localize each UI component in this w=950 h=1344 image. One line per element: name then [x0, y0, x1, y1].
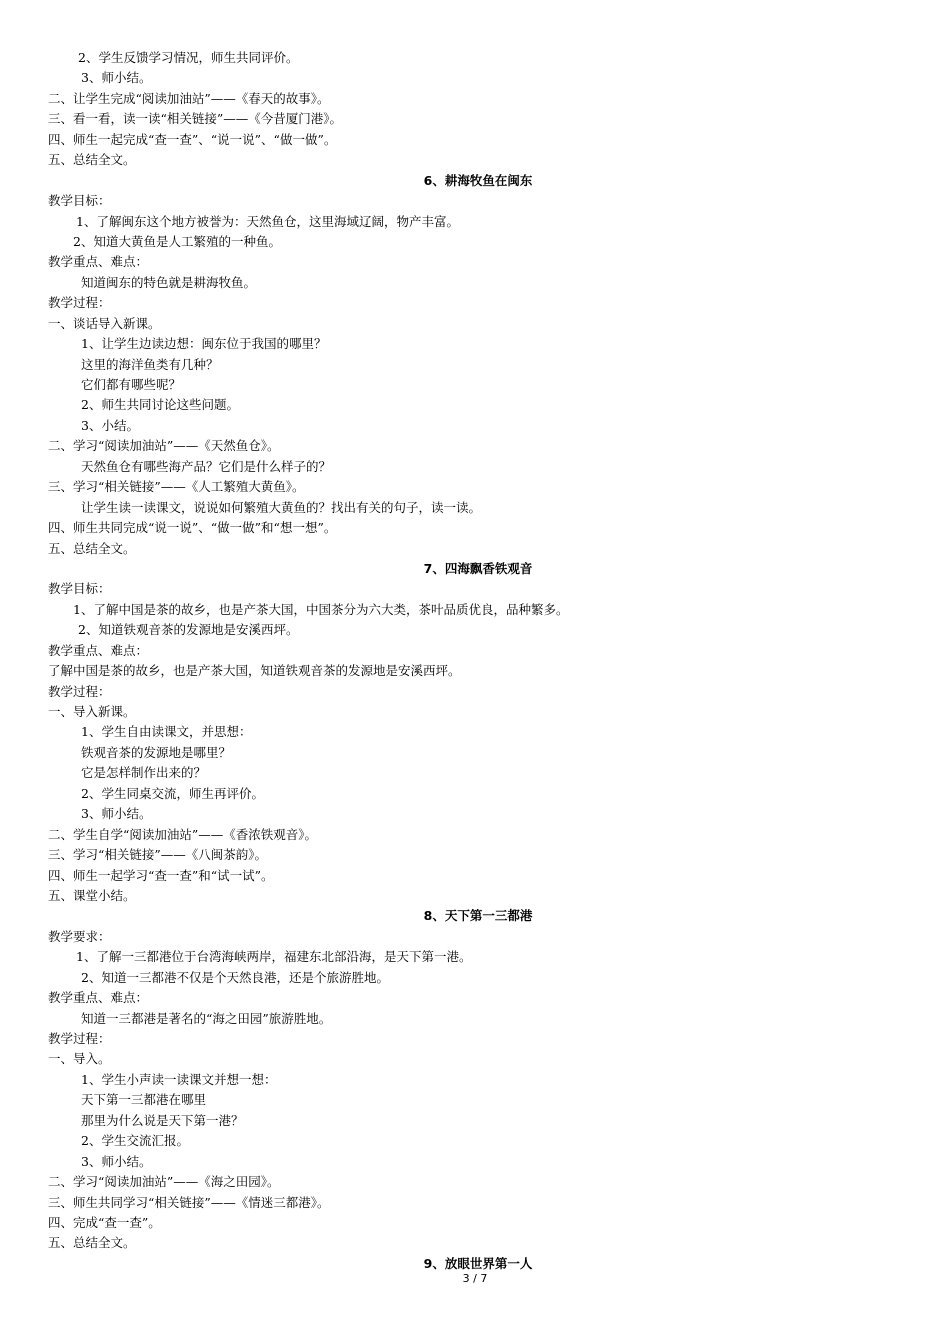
text-line: 一、导入。	[48, 1051, 111, 1067]
text-line: 这里的海洋鱼类有几种？	[81, 356, 219, 372]
text-line: 二、学生自学“阅读加油站”——《香浓铁观音》。	[48, 826, 318, 842]
document-body	[48, 48, 908, 1274]
text-line: 教学过程：	[48, 295, 111, 311]
text-line: 三、看一看，读一读“相关链接”——《今昔厦门港》。	[48, 111, 343, 127]
text-line: 1、了解中国是茶的故乡，也是产茶大国，中国茶分为六大类，茶叶品质优良，品种繁多。	[73, 601, 569, 617]
text-line: 教学重点、难点：	[48, 254, 149, 270]
section-title: 6、耕海牧鱼在闽东	[423, 172, 533, 188]
text-line: 四、师生共同完成“说一说”、“做一做”和“想一想”。	[48, 520, 337, 536]
text-line: 二、学习“阅读加油站”——《海之田园》。	[48, 1174, 280, 1190]
text-line: 五、总结全文。	[48, 1235, 136, 1251]
text-line: 四、师生一起学习“查一查”和“试一试”。	[48, 867, 274, 883]
text-line: 2、知道一三都港不仅是个天然良港，还是个旅游胜地。	[81, 969, 389, 985]
text-line: 一、导入新课。	[48, 704, 136, 719]
text-line: 教学要求：	[48, 928, 111, 944]
text-line: 三、学习“相关链接”——《人工繁殖大黄鱼》。	[48, 479, 305, 495]
page-number: 3 / 7	[462, 1272, 488, 1285]
text-line: 那里为什么说是天下第一港？	[81, 1112, 244, 1128]
text-line: 1、了解一三都港位于台湾海峡两岸，福建东北部沿海，是天下第一港。	[76, 949, 472, 965]
text-line: 教学过程：	[48, 1031, 111, 1046]
text-line: 教学过程：	[48, 683, 111, 699]
section-title: 8、天下第一三都港	[423, 908, 533, 924]
text-line: 1、学生小声读一读课文并想一想：	[81, 1071, 277, 1087]
text-line: 3、师小结。	[81, 1153, 152, 1169]
text-line: 3、师小结。	[81, 70, 152, 86]
text-line: 三、学习“相关链接”——《八闽茶韵》。	[48, 847, 268, 863]
text-line: 1、让学生边读边想：闽东位于我国的哪里？	[81, 336, 327, 352]
text-line: 2、师生共同讨论这些问题。	[81, 397, 239, 413]
text-line: 天下第一三都港在哪里	[81, 1092, 207, 1108]
text-line: 知道一三都港是著名的“海之田园”旅游胜地。	[81, 1010, 332, 1026]
text-line: 教学重点、难点：	[48, 990, 149, 1006]
text-line: 知道闽东的特色就是耕海牧鱼。	[81, 274, 257, 290]
text-line: 了解中国是茶的故乡，也是产茶大国，知道铁观音茶的发源地是安溪西坪。	[48, 663, 461, 679]
text-line: 教学目标：	[48, 193, 111, 209]
text-line: 2、学生反馈学习情况，师生共同评价。	[78, 50, 299, 65]
text-line: 三、师生共同学习“相关链接”——《情迷三都港》。	[48, 1194, 330, 1210]
text-line: 四、师生一起完成“查一查”、“说一说”、“做一做”。	[48, 131, 337, 147]
text-line: 它是怎样制作出来的？	[81, 765, 207, 781]
text-line: 二、学习“阅读加油站”——《天然鱼仓》。	[48, 438, 280, 454]
text-line: 五、总结全文。	[48, 152, 136, 168]
text-line: 教学目标：	[48, 581, 111, 597]
section-title: 9、放眼世界第一人	[423, 1255, 533, 1271]
text-line: 它们都有哪些呢？	[81, 377, 182, 392]
text-line: 天然鱼仓有哪些海产品？它们是什么样子的？	[81, 458, 332, 474]
text-line: 2、学生交流汇报。	[81, 1133, 189, 1149]
text-line: 教学重点、难点：	[48, 642, 149, 658]
text-line: 1、了解闽东这个地方被誉为：天然鱼仓，这里海域辽阔，物产丰富。	[76, 213, 459, 229]
text-line: 铁观音茶的发源地是哪里？	[81, 744, 232, 760]
text-line: 3、小结。	[81, 417, 139, 433]
text-line: 二、让学生完成“阅读加油站”——《春天的故事》。	[48, 90, 330, 106]
text-line: 五、课堂小结。	[48, 887, 136, 903]
text-line: 五、总结全文。	[48, 540, 136, 556]
text-line: 四、完成“查一查”。	[48, 1214, 161, 1230]
text-line: 一、谈话导入新课。	[48, 315, 161, 331]
text-line: 3、师小结。	[81, 806, 152, 822]
text-line: 2、知道大黄鱼是人工繁殖的一种鱼。	[73, 233, 281, 249]
text-line: 2、学生同桌交流，师生再评价。	[81, 785, 264, 801]
text-line: 2、知道铁观音茶的发源地是安溪西坪。	[78, 622, 299, 638]
text-line: 让学生读一读课文，说说如何繁殖大黄鱼的？找出有关的句子，读一读。	[81, 499, 482, 515]
section-title: 7、四海飘香铁观音	[423, 560, 533, 576]
text-line: 1、学生自由读课文，并思想：	[81, 724, 252, 740]
